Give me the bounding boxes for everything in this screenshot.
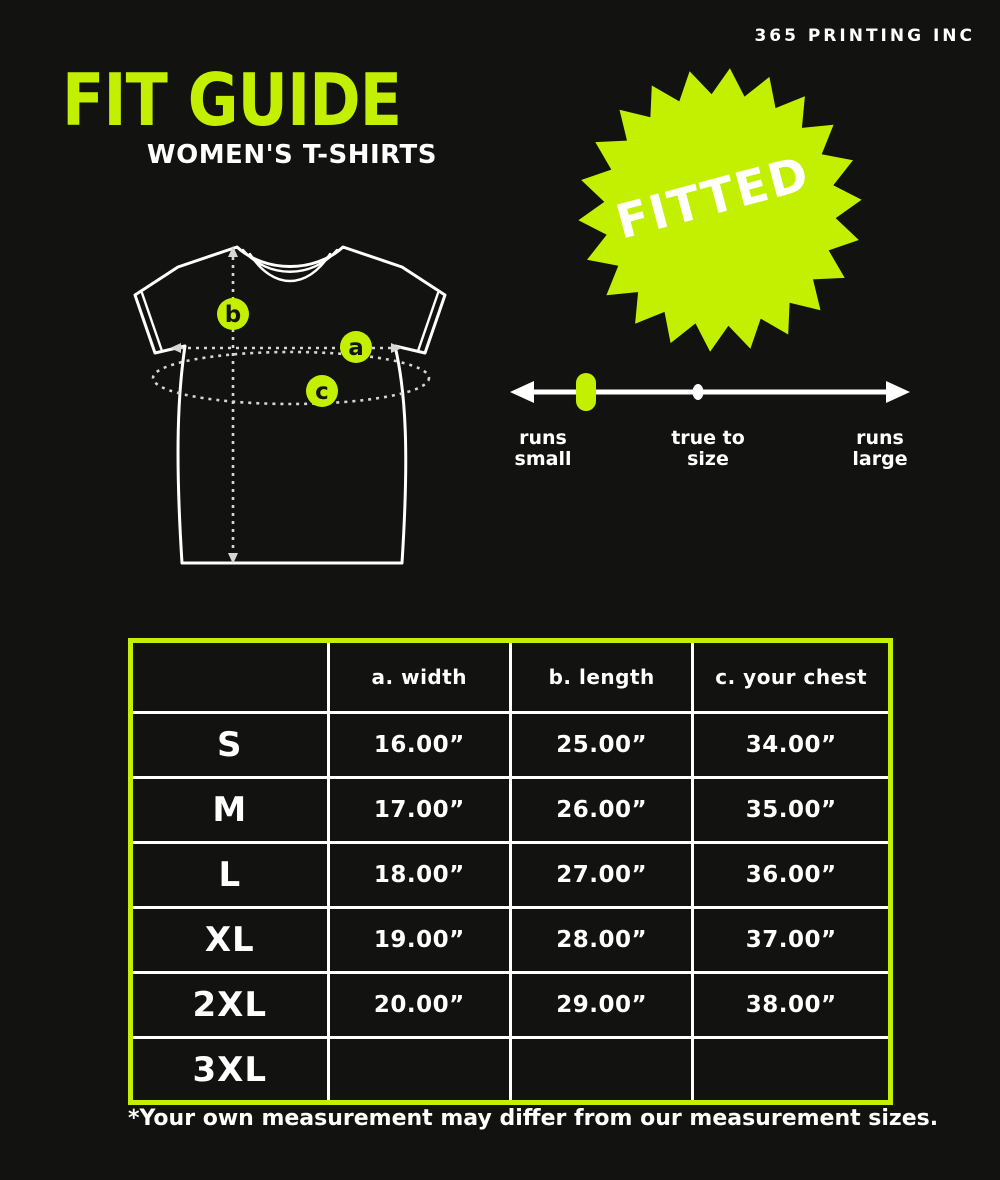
length-value: 25.00” <box>510 713 692 778</box>
size-label: XL <box>131 908 329 973</box>
width-value: 16.00” <box>328 713 510 778</box>
footnote-text: *Your own measurement may differ from our measurement sizes. <box>128 1106 939 1131</box>
marker-c-letter: c <box>315 379 329 405</box>
width-value: 20.00” <box>328 973 510 1038</box>
width-value: 18.00” <box>328 843 510 908</box>
size-table <box>128 638 893 1105</box>
length-value: 26.00” <box>510 778 692 843</box>
size-label: 2XL <box>131 973 329 1038</box>
scale-label-runs-large <box>815 428 945 469</box>
marker-b-letter: b <box>224 302 242 328</box>
tshirt-diagram <box>120 233 460 573</box>
size-table-header-row <box>131 641 891 713</box>
size-label: S <box>131 713 329 778</box>
runs-large-line2: large <box>852 447 908 470</box>
table-row <box>131 778 891 843</box>
table-row <box>131 908 891 973</box>
runs-large-line1: runs <box>856 427 904 449</box>
width-arrow-left <box>170 343 181 353</box>
size-label: M <box>131 778 329 843</box>
chest-value: 38.00” <box>693 973 891 1038</box>
header-width: a. width <box>328 641 510 713</box>
marker-a-letter: a <box>348 335 364 361</box>
scale-marker <box>576 373 596 411</box>
badge-label: FITTED <box>610 146 816 251</box>
length-value: 29.00” <box>510 973 692 1038</box>
scale-arrow-right-icon <box>886 381 910 403</box>
chest-value: 35.00” <box>693 778 891 843</box>
scale-arrow-left-icon <box>510 381 534 403</box>
width-value <box>328 1038 510 1103</box>
scale-label-true-to-size <box>643 428 773 469</box>
header-length: b. length <box>510 641 692 713</box>
header-chest: c. your chest <box>693 641 891 713</box>
header-size <box>131 641 329 713</box>
table-row <box>131 1038 891 1103</box>
true-to-size-line2: size <box>687 447 729 470</box>
length-value <box>510 1038 692 1103</box>
scale-center-tick <box>693 384 704 400</box>
width-value: 19.00” <box>328 908 510 973</box>
scale-label-runs-small <box>478 428 608 469</box>
table-row <box>131 843 891 908</box>
fit-scale <box>508 366 912 418</box>
chest-value: 34.00” <box>693 713 891 778</box>
runs-small-line1: runs <box>519 427 567 449</box>
width-value: 17.00” <box>328 778 510 843</box>
chest-value: 36.00” <box>693 843 891 908</box>
chest-measure-ellipse <box>153 352 429 404</box>
table-row <box>131 713 891 778</box>
runs-small-line2: small <box>514 447 572 470</box>
page-subtitle: WOMEN'S T-SHIRTS <box>146 140 437 170</box>
table-row <box>131 973 891 1038</box>
chest-value <box>693 1038 891 1103</box>
size-table-container <box>128 638 893 1100</box>
size-label: L <box>131 843 329 908</box>
length-value: 27.00” <box>510 843 692 908</box>
brand-text: 365 PRINTING INC <box>754 26 975 46</box>
size-label: 3XL <box>131 1038 329 1103</box>
page-title: FIT GUIDE <box>62 58 402 142</box>
chest-value: 37.00” <box>693 908 891 973</box>
fitted-badge <box>575 65 865 355</box>
true-to-size-line1: true to <box>671 427 745 449</box>
length-value: 28.00” <box>510 908 692 973</box>
